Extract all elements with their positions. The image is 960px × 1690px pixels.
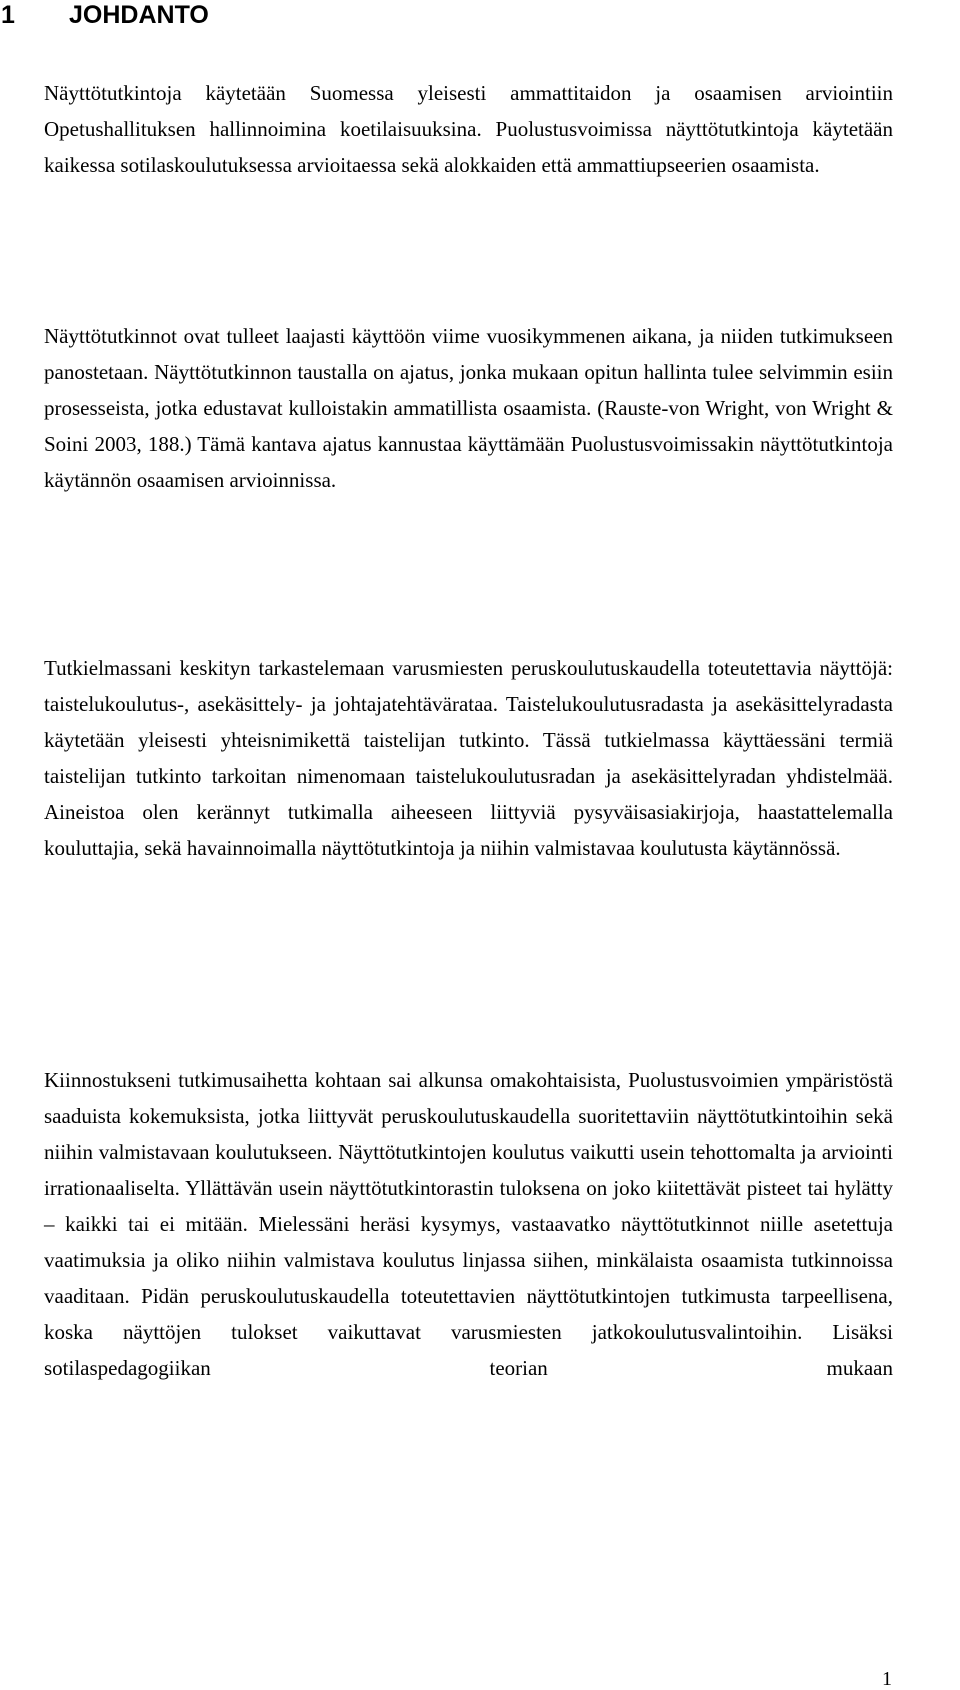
paragraph-3: Tutkielmassani keskityn tarkastelemaan varusmiesten peruskoulutuskaudella toteutettavia näyttöjä: taistelukoulutus-, asekäsittely- ja johtajatehtävärataa. Taistelukoulutusradasta ja asekäsittelyradasta käytetään yleisesti yhteisnimikettä taistelijan tutkinto. Tässä tutkielmassa käyttäessäni termiä taistelijan tutkinto tarkoitan nimenomaan taistelukoulutusradan ja asekäsittelyradan yhdistelmää. Aineistoa olen kerännyt tutkimalla aiheeseen liittyviä pysyväisasiakirjoja, haastattelemalla kouluttajia, sekä havainnoimalla näyttötutkintoja ja niihin valmistavaa koulutusta käytännössä. [44, 656, 893, 860]
chapter-heading [0, 0, 960, 32]
paragraph-1: Näyttötutkintoja käytetään Suomessa yleisesti ammattitaidon ja osaamisen arviointiin Opetushallituksen hallinnoimina koetilaisuuksina. Puolustusvoimissa näyttötutkintoja käytetään kaikessa sotilaskoulutuksessa arvioitaessa sekä alokkaiden että ammattiupseerien osaamista. [44, 81, 893, 177]
chapter-number: 1 [1, 1, 15, 29]
paragraph-4: Kiinnostukseni tutkimusaihetta kohtaan sai alkunsa omakohtaisista, Puolustusvoimien ympäristöstä saaduista kokemuksista, jotka liittyvät peruskoulutuskaudella suoritettaviin näyttötutkintoihin sekä niihin valmistavaan koulutukseen. Näyttötutkintojen koulutus vaikutti usein tehottomalta ja arviointi irrationaaliselta. Yllättävän usein näyttötutkintorastin tuloksena on joko kiitettävät pisteet tai hylätty – kaikki tai ei mitään. Mielessäni heräsi kysymys, vastaavatko näyttötutkinnot niille asetettuja vaatimuksia ja oliko niihin valmistava koulutus linjassa siihen, minkälaista osaamista tutkinnoissa vaaditaan. Pidän peruskoulutuskaudella toteutettavien näyttötutkintojen tutkimusta tarpeellisena, koska näyttöjen tulokset vaikuttavat varusmiesten jatkokoulutusvalintoihin. Lisäksi sotilaspedagogiikan teorian mukaan [44, 1068, 893, 1380]
paragraph-2: Näyttötutkinnot ovat tulleet laajasti käyttöön viime vuosikymmenen aikana, ja niiden tutkimukseen panostetaan. Näyttötutkinnon taustalla on ajatus, jonka mukaan opitun hallinta tulee selvimmin esiin prosesseista, jotka edustavat kulloistakin ammatillista osaamista. (Rauste-von Wright, von Wright & Soini 2003, 188.) Tämä kantava ajatus kannustaa käyttämään Puolustusvoimissakin näyttötutkintoja käytännön osaamisen arvioinnissa. [44, 324, 893, 492]
page-number: 1 [882, 1668, 892, 1690]
chapter-title: JOHDANTO [69, 1, 209, 29]
